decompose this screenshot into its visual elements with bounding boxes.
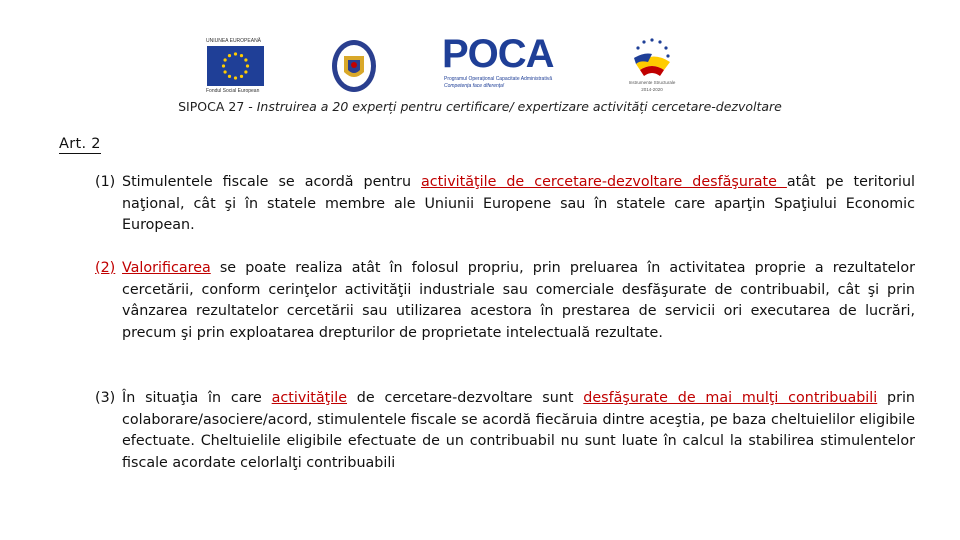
paragraph-rest: se poate realiza atât în folosul propriu, prin preluarea în activitatea proprie a rezultatelor cercetării, conform cerinţelor activităţii industriale sau comerciale desfăşurate de contribuabil, cât şi prin vânzarea rezultatelor cercetării sau utilizarea acestora în prestarea de servicii ori executarea de lucrări, precum şi prin exploatarea drepturilor de proprietate intelectuală rezultate.: [122, 260, 915, 341]
inst-caption: Instrumente Structurale: [628, 80, 676, 85]
structural-instruments-icon: [624, 36, 680, 78]
highlighted-phrase: Valorificarea: [122, 260, 211, 276]
romanian-government-logo: [330, 38, 378, 94]
paragraph-text: [95, 172, 915, 237]
inst-years: 2014-2020: [641, 87, 663, 92]
poca-slogan: Competența face diferența!: [444, 83, 505, 89]
project-code: SIPOCA 27 -: [178, 99, 257, 114]
article-title: Art. 2: [59, 136, 101, 152]
paragraph-3: [95, 388, 915, 474]
paragraph-1: [95, 172, 915, 237]
paragraph-text: [95, 258, 915, 344]
poca-wordmark: POCA: [442, 32, 554, 76]
poca-logo: [442, 32, 566, 94]
paragraph-rest: atât pe teritoriul naţional, cât şi în statele membre ale Uniunii Europene sau în statele care aparţin Spaţiului Economic European.: [122, 174, 916, 233]
paragraph-2: [95, 258, 915, 344]
highlighted-phrase: desfăşurate de mai mulţi contribuabili: [583, 390, 878, 406]
paragraph-mid: de cercetare-dezvoltare sunt: [347, 390, 584, 406]
highlighted-phrase: activităţile de cercetare-dezvoltare desfăşurate: [421, 174, 787, 190]
paragraph-lead: În situaţia în care: [122, 390, 272, 406]
eu-caption-bottom: Fondul Social European: [206, 88, 260, 94]
government-seal-icon: [330, 38, 378, 94]
paragraph-lead: Stimulentele fiscale se acordă pentru: [122, 174, 422, 190]
paragraph-text: [95, 388, 915, 474]
poca-subtitle: Programul Operațional Capacitate Administrativă: [444, 76, 553, 82]
project-title: Instruirea a 20 experți pentru certificare/ expertizare activități cercetare-dezvoltare: [256, 99, 782, 114]
eu-logo: [206, 38, 266, 94]
project-header: [0, 99, 960, 114]
highlighted-phrase: activităţile: [271, 390, 348, 406]
logo-bar: [0, 32, 960, 98]
structural-instruments-logo: [624, 36, 680, 96]
eu-flag-icon: [207, 46, 264, 86]
eu-caption-top: UNIUNEA EUROPEANĂ: [206, 38, 262, 44]
paragraph-number: (2): [95, 260, 116, 276]
paragraph-number: (1): [95, 174, 116, 190]
paragraph-number: (3): [95, 390, 116, 406]
paragraph-rest: prin colaborare/asociere/acord, stimulentele fiscale se acordă fiecăruia dintre aceştia, pe baza cheltuielilor eligibile efectuate. Cheltuielile eligibile efectuate de un contribuabil nu sunt luate în calcul la stabilirea stimulentelor fiscale acordate celorlalţi contribuabili: [122, 390, 915, 471]
